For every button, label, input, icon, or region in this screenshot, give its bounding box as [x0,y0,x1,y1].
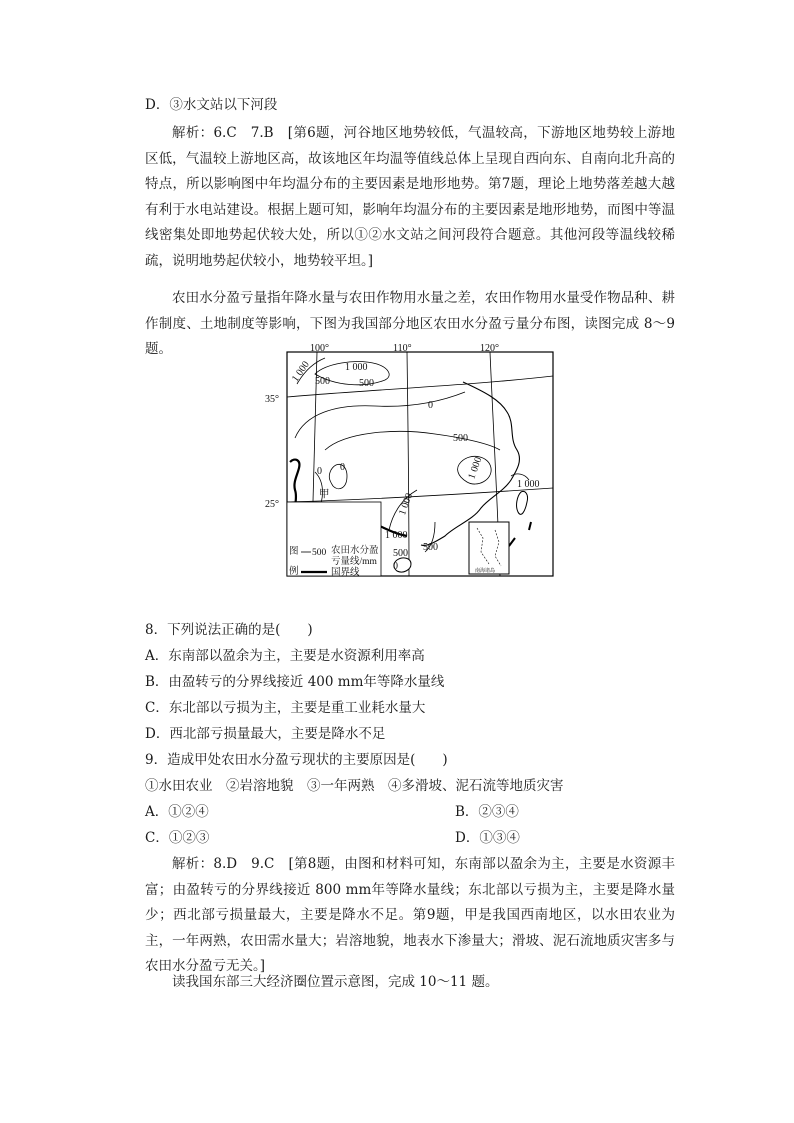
irrigation-water-balance-map [265,342,555,578]
contour-label: 500 [315,376,330,387]
contour-label: 0 [393,561,398,572]
contour-label: 0 [317,466,322,477]
q8-option-b: B．由盈转亏的分界线接近 400 mm年等降水量线 [145,674,445,690]
q9-option-d: D．①③④ [455,830,520,846]
q8-option-d: D．西北部亏损量最大，主要是降水不足 [145,726,386,742]
contour-label: 1 000 [345,362,368,373]
lat-label-35: 35° [265,394,279,405]
legend-value: 500 [312,548,327,558]
legend-example: 例 [289,567,299,577]
contour-label: 1 000 [385,530,408,541]
q8-stem: 8．下列说法正确的是( ) [145,622,313,638]
contour-label: 500 [453,433,468,444]
contour-label: 1 000 [466,455,485,481]
q9-option-c: C．①②③ [145,830,210,846]
q9-option-b: B．②③④ [455,804,519,820]
contour-label: 500 [393,548,408,559]
region-jia-label: 甲 [319,489,330,500]
q8-option-c: C．东北部以亏损为主，主要是重工业耗水量大 [145,700,426,716]
q9-option-a: A．①②④ [145,804,209,820]
lat-label-25: 25° [265,499,279,510]
contour-label: 0 [428,400,433,411]
contour-label: 1 000 [517,479,540,490]
lon-label-100: 100° [310,343,329,354]
contour-label: 500 [359,378,374,389]
legend-contour-desc-2: 亏量线/mm [331,557,377,567]
q8-option-a: A．东南部以盈余为主，主要是水资源利用率高 [145,648,425,664]
contour-label: 0 [340,462,345,473]
analysis-6-7: 解析：6.C 7.B [第6题，河谷地区地势较低，气温较高，下游地区地势较上游地区低，气温较上游地区高，故该地区年均温等值线总体上呈现自西向东、自南向北升高的特点，所以影响图中年均温分布的主要因素是地形地势。第7题，理论上地势落差越大越有利于水电站建设。根据上题可知，影响年均温分布的主要因素是地形地势，而图中等温线密集处即地势起伏较大处，所以①②水文站之间河段符合题意。其他河段等温线较稀疏，说明地势起伏较小，地势较平坦。] [145,125,675,269]
lon-label-110: 110° [393,343,412,354]
contour-label: 500 [423,542,438,553]
analysis-8-9: 解析：8.D 9.C [第8题，由图和材料可知，东南部以盈余为主，主要是水资源丰富；由盈转亏的分界线接近 800 mm年等降水量线；东北部以亏损为主，主要是降水量少；西北部亏损量最大，主要是降水不足。第9题，甲是我国西南地区，以水田农业为主，一年两熟，农田需水量大；岩溶地貌，地表水下渗量大；滑坡、泥石流地质灾害多与农田水分盈亏无关。] [145,856,675,974]
q9-stem: 9．造成甲处农田水分盈亏现状的主要原因是( ) [145,752,448,768]
contour-label: 1 000 [397,491,416,517]
contour-label: 1 000 [289,359,312,385]
inset-label: 南海诸岛 [475,569,496,574]
legend-contour-desc-1: 农田水分盈 [331,546,379,556]
lon-label-120: 120° [480,343,499,354]
intro-10-11: 读我国东部三大经济圈位置示意图，完成 10～11 题。 [172,974,499,990]
previous-option-d: D．③水文站以下河段 [145,97,278,113]
south-china-sea-inset [469,522,509,574]
intro-8-9: 农田水分盈亏量指年降水量与农田作物用水量之差，农田作物用水量受作物品种、耕作制度、土地制度等影响，下图为我国部分地区农田水分盈亏量分布图，读图完成 8～9 题。 [145,290,675,357]
legend-border-desc: 国界线 [331,568,360,578]
q9-items: ①水田农业 ②岩溶地貌 ③一年两熟 ④多滑坡、泥石流等地质灾害 [145,778,564,794]
legend-title: 图 [289,547,299,557]
